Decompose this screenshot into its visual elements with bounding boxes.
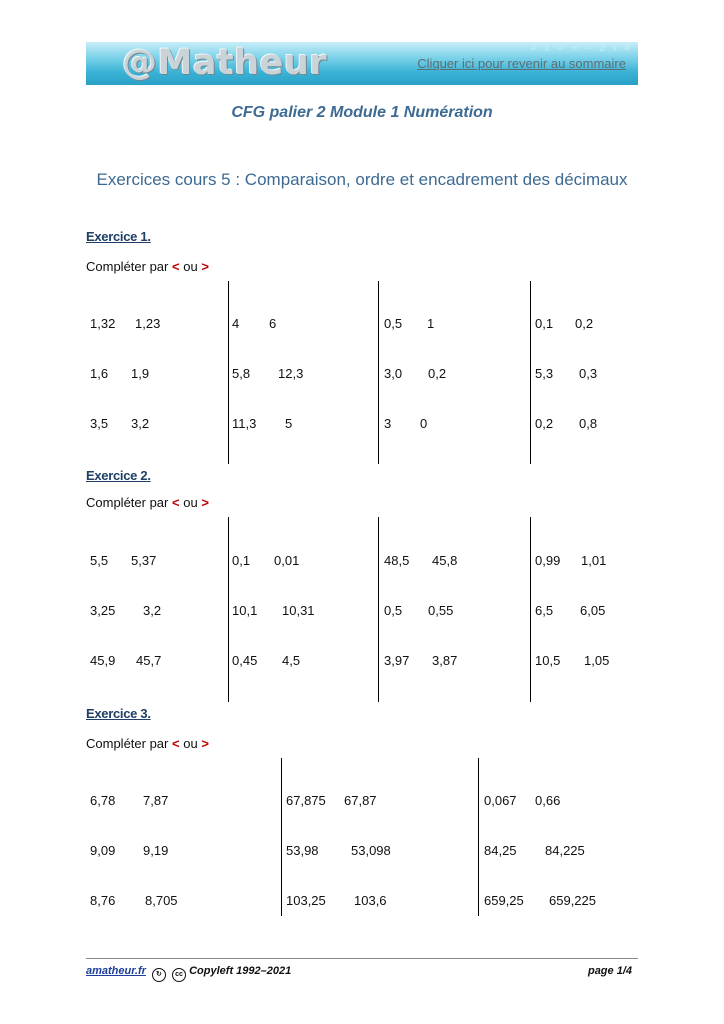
left-number: 45,9 [90,653,116,668]
left-number: 6,5 [535,603,554,618]
right-number: 1 [427,316,435,331]
right-number: 84,225 [545,843,585,858]
left-number: 3,0 [384,366,403,381]
right-number: 53,098 [351,843,391,858]
column-divider [228,517,229,702]
right-number: 6 [269,316,277,331]
left-number: 5,3 [535,366,554,381]
copyleft-text: Copyleft 1992–2021 [189,965,292,977]
left-number: 4 [232,316,240,331]
left-number: 659,25 [484,893,524,908]
column-divider [228,281,229,464]
back-to-summary-link[interactable]: Cliquer ici pour revenir au sommaire [417,56,626,71]
less-than-symbol: < [172,736,180,751]
site-logo: @Matheur [122,43,328,83]
left-number: 67,875 [286,793,326,808]
left-number: 0,5 [384,316,403,331]
left-number: 5,5 [90,553,109,568]
left-number: 3,5 [90,416,109,431]
right-number: 8,705 [145,893,178,908]
right-number: 1,9 [131,366,150,381]
left-number: 3 [384,416,392,431]
greater-than-symbol: > [201,736,209,751]
greater-than-symbol: > [201,495,209,510]
left-number: 0,2 [535,416,554,431]
right-number: 45,8 [432,553,458,568]
right-number: 3,87 [432,653,458,668]
left-number: 10,1 [232,603,258,618]
footer-divider [86,958,638,959]
left-number: 3,97 [384,653,410,668]
left-number: 0,1 [232,553,251,568]
right-number: 12,3 [278,366,304,381]
left-number: 6,78 [90,793,116,808]
left-number: 48,5 [384,553,410,568]
copyleft-icon: ↻ [152,968,166,982]
right-number: 0,3 [579,366,598,381]
instruction-prefix: Compléter par [86,259,169,274]
left-number: 53,98 [286,843,319,858]
right-number: 0 [420,416,428,431]
page-number: page 1/4 [587,965,632,977]
site-link[interactable]: amatheur.fr [86,965,146,977]
left-number: 0,99 [535,553,561,568]
column-divider [530,517,531,702]
banner-decoration: + x ÷ = − 2 x 4 [529,44,632,54]
left-number: 10,5 [535,653,561,668]
less-than-symbol: < [172,259,180,274]
right-number: 659,225 [549,893,596,908]
instruction-prefix: Compléter par [86,736,169,751]
right-number: 103,6 [354,893,387,908]
right-number: 0,66 [535,793,561,808]
right-number: 0,55 [428,603,454,618]
right-number: 1,01 [581,553,607,568]
instruction-or: ou [183,736,198,751]
left-number: 0,5 [384,603,403,618]
header-banner [86,42,638,85]
left-number: 11,3 [232,416,257,431]
left-number: 8,76 [90,893,116,908]
exercise-3-instruction [86,736,209,751]
right-number: 67,87 [344,793,377,808]
right-number: 9,19 [143,843,169,858]
right-number: 1,23 [135,316,161,331]
column-divider [378,281,379,464]
exercise-2-instruction [86,495,209,510]
instruction-or: ou [183,259,198,274]
left-number: 0,1 [535,316,554,331]
left-number: 84,25 [484,843,517,858]
right-number: 0,2 [575,316,594,331]
column-divider [378,517,379,702]
right-number: 0,01 [274,553,300,568]
right-number: 5,37 [131,553,157,568]
right-number: 0,2 [428,366,447,381]
right-number: 5 [285,416,293,431]
exercise-1-instruction [86,259,209,274]
left-number: 1,32 [90,316,116,331]
exercise-1-heading: Exercice 1. [86,229,151,244]
right-number: 4,5 [282,653,301,668]
column-divider [281,758,282,916]
right-number: 3,2 [143,603,162,618]
column-divider [530,281,531,464]
right-number: 10,31 [282,603,315,618]
left-number: 5,8 [232,366,251,381]
creative-commons-icon: cc [172,968,186,982]
left-number: 9,09 [90,843,116,858]
left-number: 0,067 [484,793,517,808]
right-number: 0,8 [579,416,598,431]
left-number: 0,45 [232,653,258,668]
instruction-or: ou [183,495,198,510]
instruction-prefix: Compléter par [86,495,169,510]
left-number: 1,6 [90,366,109,381]
module-title: CFG palier 2 Module 1 Numération [231,104,493,121]
exercise-3-heading: Exercice 3. [86,706,151,721]
course-title: Exercices cours 5 : Comparaison, ordre et encadrement des décimaux [96,170,628,189]
greater-than-symbol: > [201,259,209,274]
right-number: 45,7 [136,653,162,668]
right-number: 3,2 [131,416,150,431]
right-number: 7,87 [143,793,169,808]
less-than-symbol: < [172,495,180,510]
left-number: 3,25 [90,603,116,618]
left-number: 103,25 [286,893,326,908]
exercise-2-heading: Exercice 2. [86,468,151,483]
right-number: 6,05 [580,603,606,618]
right-number: 1,05 [584,653,610,668]
page-footer [86,965,638,983]
column-divider [478,758,479,916]
